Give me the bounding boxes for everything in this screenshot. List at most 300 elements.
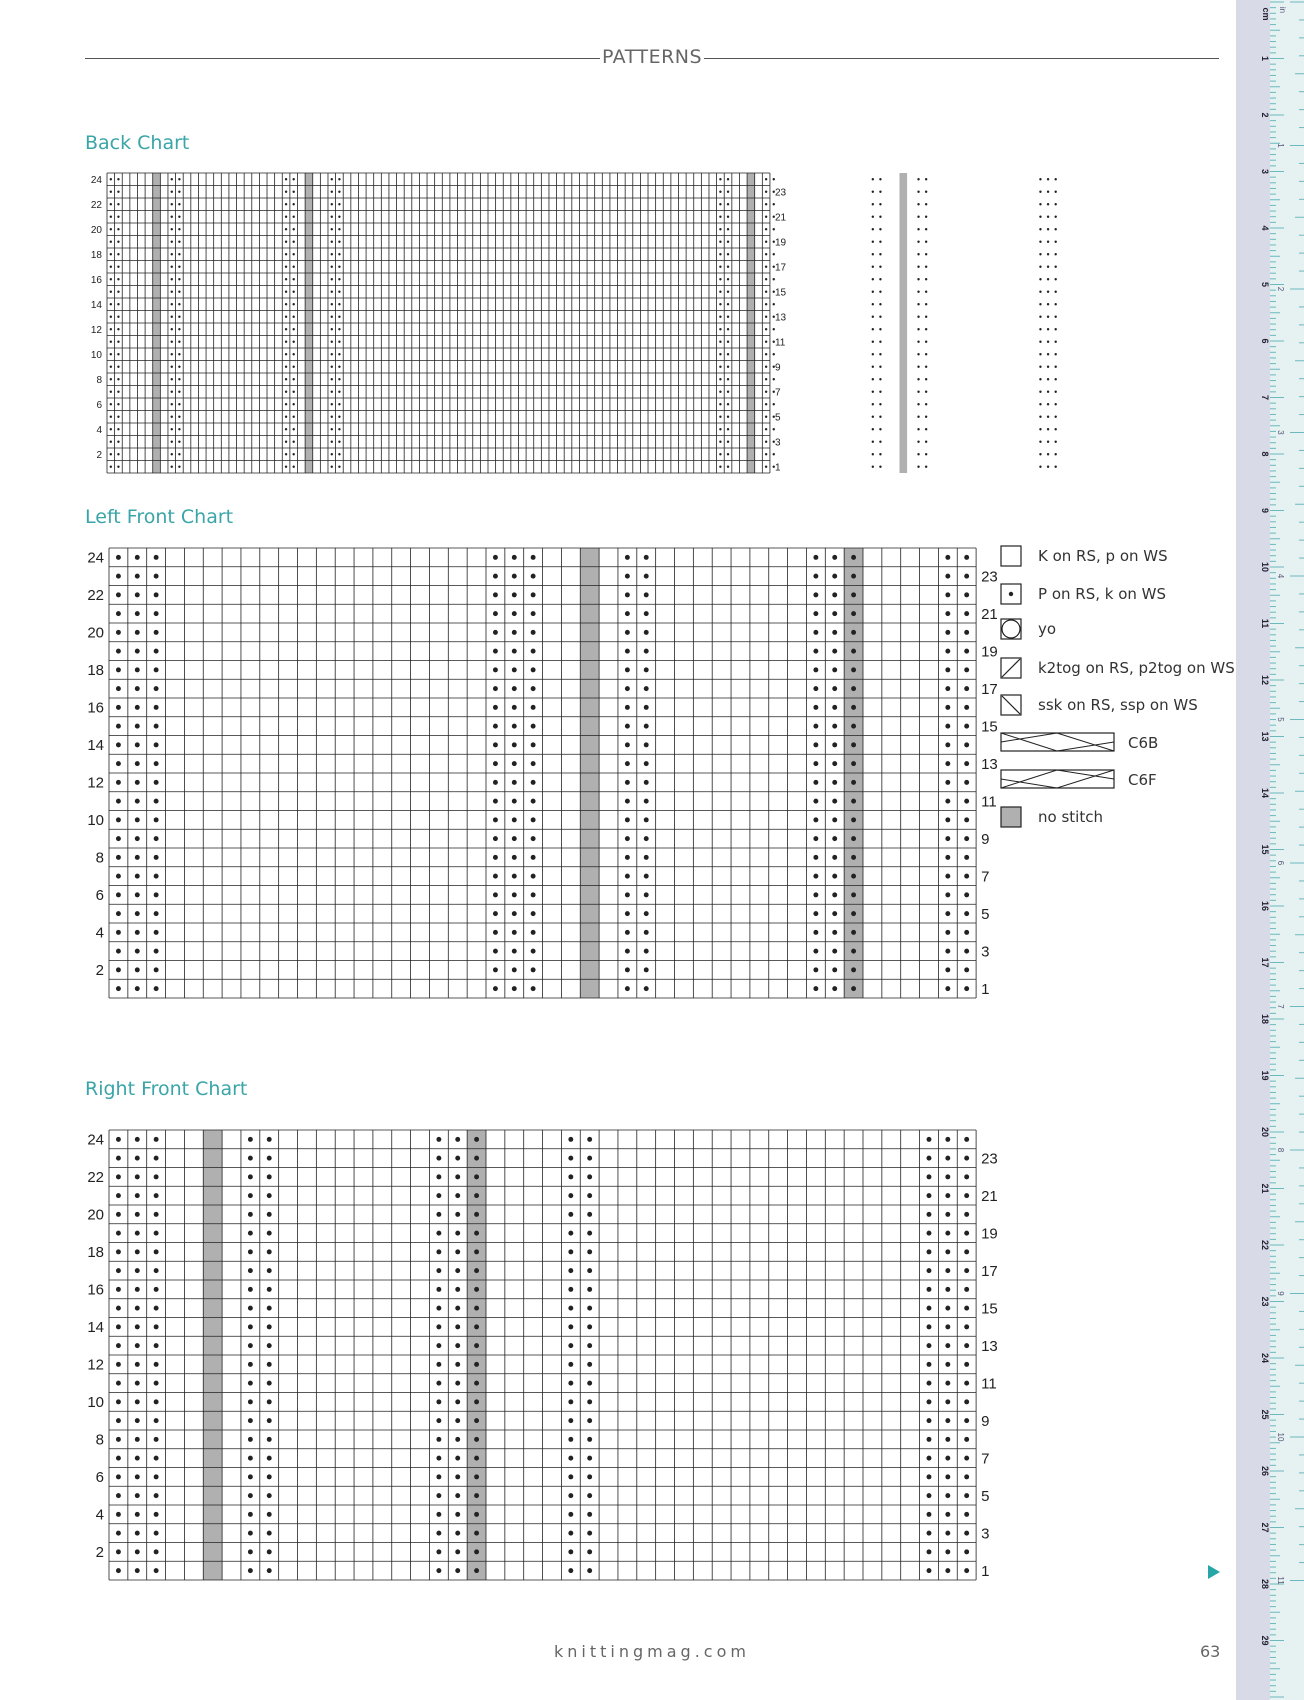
purl-dot <box>1039 328 1041 330</box>
purl-dot <box>116 1456 121 1461</box>
purl-dot <box>436 1156 441 1161</box>
row-number: 6 <box>95 1469 104 1487</box>
legend-label-c6f: C6F <box>1128 771 1157 789</box>
legend-item-c6f <box>1000 769 1240 797</box>
purl-dot <box>1047 328 1049 330</box>
yo-symbol-icon <box>1000 618 1022 640</box>
row-number: 23 <box>774 187 787 199</box>
purl-dot <box>1039 316 1041 318</box>
purl-dot <box>587 1512 592 1517</box>
purl-dot <box>1054 428 1056 430</box>
row-number: 15 <box>774 287 787 299</box>
ruler-inch-number: 7 <box>1276 1004 1285 1009</box>
purl-dot <box>1047 391 1049 393</box>
purl-dot <box>568 1174 573 1179</box>
row-number: 5 <box>981 905 990 923</box>
purl-dot <box>945 1437 950 1442</box>
purl-dot <box>267 1268 272 1273</box>
ruler-cm-number: 23 <box>1260 1296 1270 1307</box>
purl-dot <box>267 1324 272 1329</box>
purl-dot <box>267 1249 272 1254</box>
purl-dot <box>436 1474 441 1479</box>
purl-dot <box>116 1306 121 1311</box>
purl-dot <box>455 1474 460 1479</box>
purl-dot <box>474 1362 479 1367</box>
purl-dot <box>587 1549 592 1554</box>
purl-dot <box>154 1306 159 1311</box>
ruler-cm-number: 10 <box>1260 561 1270 573</box>
purl-dot <box>267 1306 272 1311</box>
purl-dot <box>135 1212 140 1217</box>
ruler-cm-number: 15 <box>1260 844 1270 855</box>
purl-dot <box>248 1324 253 1329</box>
purl-dot <box>927 1212 932 1217</box>
purl-dot <box>116 1156 121 1161</box>
purl-dot <box>248 1549 253 1554</box>
purl-dot <box>248 1212 253 1217</box>
purl-dot <box>116 1531 121 1536</box>
purl-dot <box>248 1437 253 1442</box>
purl-dot <box>568 1287 573 1292</box>
purl-dot <box>1054 366 1056 368</box>
ruler-cm-number: 29 <box>1260 1635 1270 1646</box>
ruler-cm-number: 25 <box>1260 1409 1270 1420</box>
purl-dot <box>154 1137 159 1142</box>
purl-dot <box>1039 203 1041 205</box>
purl-dot <box>568 1156 573 1161</box>
row-number: 20 <box>90 224 102 236</box>
row-number: 12 <box>90 324 102 336</box>
purl-dot <box>267 1437 272 1442</box>
purl-dot <box>1054 466 1056 468</box>
purl-dot <box>154 1549 159 1554</box>
ruler-cm-number: 14 <box>1260 787 1270 799</box>
purl-dot <box>267 1512 272 1517</box>
row-number: 5 <box>981 1487 990 1505</box>
purl-dot <box>587 1174 592 1179</box>
row-number: 16 <box>90 274 102 286</box>
purl-dot <box>267 1549 272 1554</box>
purl-dot <box>927 1362 932 1367</box>
purl-dot <box>945 1399 950 1404</box>
purl-dot <box>964 1174 969 1179</box>
ruler-cm-number: 7 <box>1260 394 1270 401</box>
purl-dot <box>945 1474 950 1479</box>
purl-dot <box>248 1193 253 1198</box>
purl-dot <box>1039 403 1041 405</box>
purl-dot <box>248 1493 253 1498</box>
purl-dot <box>1054 441 1056 443</box>
purl-dot <box>587 1568 592 1573</box>
ruler-cm-number: 13 <box>1260 731 1270 742</box>
purl-dot <box>568 1381 573 1386</box>
row-number: 17 <box>981 1262 998 1280</box>
row-number: 24 <box>87 549 104 567</box>
purl-dot <box>568 1324 573 1329</box>
purl-dot <box>267 1212 272 1217</box>
purl-dot <box>1039 303 1041 305</box>
purl-dot <box>1047 466 1049 468</box>
chart-grid <box>109 1130 976 1580</box>
ssk-symbol-icon <box>1000 694 1022 716</box>
purl-dot <box>267 1231 272 1236</box>
purl-dot <box>474 1324 479 1329</box>
purl-dot <box>1047 203 1049 205</box>
ruler-inch-number: 3 <box>1276 430 1285 435</box>
purl-dot <box>945 1231 950 1236</box>
purl-dot <box>587 1493 592 1498</box>
purl-dot <box>587 1231 592 1236</box>
row-number: 18 <box>90 249 102 261</box>
k2tog-symbol-icon <box>1000 657 1022 679</box>
purl-dot <box>927 1418 932 1423</box>
purl-dot <box>135 1381 140 1386</box>
purl-dot <box>1039 341 1041 343</box>
purl-dot <box>436 1174 441 1179</box>
purl-dot <box>568 1437 573 1442</box>
purl-dot <box>116 1437 121 1442</box>
right-front-chart-title: Right Front Chart <box>85 1078 248 1100</box>
purl-dot <box>248 1418 253 1423</box>
purl-dot <box>267 1174 272 1179</box>
legend-label-purl: P on RS, k on WS <box>1038 585 1167 603</box>
row-number: 9 <box>981 1412 990 1430</box>
row-number: 4 <box>96 424 102 436</box>
ruler-cm-number: 17 <box>1260 957 1270 968</box>
purl-dot <box>945 1174 950 1179</box>
purl-dot <box>568 1549 573 1554</box>
purl-dot <box>436 1381 441 1386</box>
purl-dot <box>945 1287 950 1292</box>
purl-dot <box>587 1249 592 1254</box>
purl-dot <box>1047 428 1049 430</box>
row-number: 22 <box>87 1169 104 1187</box>
purl-dot <box>135 1193 140 1198</box>
purl-dot <box>587 1437 592 1442</box>
purl-dot <box>248 1137 253 1142</box>
purl-dot <box>154 1512 159 1517</box>
row-number: 13 <box>981 755 998 773</box>
purl-dot <box>1047 216 1049 218</box>
purl-dot <box>248 1362 253 1367</box>
measuring-ruler <box>1236 0 1304 1700</box>
next-page-arrow-icon[interactable] <box>1208 1565 1220 1579</box>
row-number: 13 <box>774 312 787 324</box>
purl-dot <box>154 1568 159 1573</box>
purl-dot <box>927 1512 932 1517</box>
purl-dot <box>455 1174 460 1179</box>
row-number: 11 <box>981 793 997 811</box>
purl-dot <box>135 1512 140 1517</box>
purl-dot <box>436 1493 441 1498</box>
purl-dot <box>474 1474 479 1479</box>
purl-dot <box>154 1437 159 1442</box>
purl-dot <box>455 1324 460 1329</box>
row-number: 11 <box>981 1375 997 1393</box>
row-number: 21 <box>981 1187 998 1205</box>
purl-dot <box>927 1156 932 1161</box>
purl-dot <box>1039 366 1041 368</box>
purl-dot <box>1039 291 1041 293</box>
purl-dot <box>248 1399 253 1404</box>
row-number: 17 <box>774 262 787 274</box>
purl-dot <box>568 1531 573 1536</box>
purl-dot <box>474 1306 479 1311</box>
purl-dot <box>154 1193 159 1198</box>
purl-dot <box>116 1287 121 1292</box>
purl-dot <box>1047 266 1049 268</box>
row-number: 18 <box>87 662 104 680</box>
row-number: 15 <box>981 1300 998 1318</box>
section-header: PATTERNS <box>601 46 703 68</box>
row-number: 13 <box>981 1337 998 1355</box>
purl-dot <box>587 1399 592 1404</box>
purl-dot <box>927 1343 932 1348</box>
purl-dot <box>1039 266 1041 268</box>
purl-dot <box>568 1418 573 1423</box>
purl-dot <box>1054 253 1056 255</box>
purl-dot <box>116 1381 121 1386</box>
purl-dot <box>927 1174 932 1179</box>
purl-dot <box>1047 403 1049 405</box>
purl-dot <box>267 1156 272 1161</box>
purl-dot <box>135 1268 140 1273</box>
purl-dot <box>964 1437 969 1442</box>
purl-dot <box>436 1437 441 1442</box>
purl-dot <box>964 1193 969 1198</box>
purl-dot <box>587 1381 592 1386</box>
purl-dot <box>964 1456 969 1461</box>
purl-dot <box>436 1399 441 1404</box>
row-number: 11 <box>774 337 786 349</box>
purl-dot <box>568 1512 573 1517</box>
purl-dot <box>135 1549 140 1554</box>
purl-dot <box>436 1306 441 1311</box>
row-number: 9 <box>774 362 781 374</box>
ruler-unit-cm: cm <box>1261 7 1271 21</box>
purl-dot <box>474 1531 479 1536</box>
purl-dot <box>1047 303 1049 305</box>
purl-dot <box>267 1531 272 1536</box>
purl-dot <box>154 1474 159 1479</box>
purl-dot <box>474 1437 479 1442</box>
purl-dot <box>927 1137 932 1142</box>
purl-dot <box>927 1493 932 1498</box>
purl-dot <box>927 1456 932 1461</box>
purl-dot <box>1047 453 1049 455</box>
purl-dot <box>116 1512 121 1517</box>
purl-dot <box>436 1343 441 1348</box>
ruler-unit-in: in <box>1278 6 1287 14</box>
purl-dot <box>1047 366 1049 368</box>
purl-dot <box>1047 416 1049 418</box>
purl-dot <box>474 1193 479 1198</box>
purl-dot <box>945 1324 950 1329</box>
purl-dot <box>474 1493 479 1498</box>
knit-symbol-icon <box>1000 545 1022 567</box>
row-number: 14 <box>90 299 102 311</box>
left-front-chart-title: Left Front Chart <box>85 506 234 528</box>
purl-dot <box>154 1324 159 1329</box>
purl-dot <box>1047 341 1049 343</box>
purl-dot <box>1047 291 1049 293</box>
purl-dot <box>1047 278 1049 280</box>
purl-dot <box>455 1343 460 1348</box>
purl-dot <box>927 1193 932 1198</box>
ruler-cm-number: 2 <box>1260 112 1270 118</box>
purl-dot <box>267 1381 272 1386</box>
purl-dot <box>587 1268 592 1273</box>
purl-dot <box>474 1343 479 1348</box>
purl-dot <box>267 1399 272 1404</box>
purl-dot <box>474 1418 479 1423</box>
purl-dot <box>945 1568 950 1573</box>
purl-dot <box>1047 316 1049 318</box>
purl-dot <box>568 1568 573 1573</box>
purl-dot <box>135 1474 140 1479</box>
purl-dot <box>1039 278 1041 280</box>
row-number: 24 <box>87 1131 104 1149</box>
row-number: 8 <box>95 1431 104 1449</box>
row-number: 3 <box>981 943 990 961</box>
purl-dot <box>135 1324 140 1329</box>
purl-dot <box>1054 216 1056 218</box>
purl-dot <box>267 1568 272 1573</box>
purl-dot <box>135 1249 140 1254</box>
ruler-inch-number: 11 <box>1276 1576 1285 1585</box>
purl-dot <box>927 1268 932 1273</box>
row-number: 22 <box>87 587 104 605</box>
purl-dot <box>248 1156 253 1161</box>
row-number: 20 <box>87 624 104 642</box>
purl-dot <box>945 1549 950 1554</box>
purl-dot <box>154 1156 159 1161</box>
purl-dot <box>568 1362 573 1367</box>
purl-dot <box>1047 353 1049 355</box>
ruler-inch-number: 5 <box>1276 717 1285 722</box>
legend-item-knit <box>1000 545 1240 573</box>
purl-dot <box>1054 341 1056 343</box>
ruler-inch-number: 10 <box>1276 1432 1285 1442</box>
purl-dot <box>116 1212 121 1217</box>
purl-dot <box>116 1493 121 1498</box>
purl-dot <box>568 1137 573 1142</box>
legend-item-k2tog <box>1000 657 1240 685</box>
purl-dot <box>568 1268 573 1273</box>
legend-item-c6b <box>1000 732 1240 760</box>
purl-dot <box>964 1512 969 1517</box>
purl-dot <box>964 1249 969 1254</box>
row-number: 19 <box>981 643 998 661</box>
purl-dot <box>455 1418 460 1423</box>
purl-dot <box>1039 453 1041 455</box>
purl-dot <box>248 1231 253 1236</box>
row-number: 15 <box>981 718 998 736</box>
purl-dot <box>116 1231 121 1236</box>
ruler-cm-number: 20 <box>1260 1126 1270 1138</box>
row-number: 3 <box>774 437 781 449</box>
ruler-cm-number: 6 <box>1260 338 1270 344</box>
purl-dot <box>154 1456 159 1461</box>
row-number: 2 <box>95 962 104 980</box>
c6f-symbol-icon <box>1000 769 1116 789</box>
row-number: 7 <box>981 868 990 886</box>
legend-label-yo: yo <box>1038 620 1057 638</box>
row-number: 3 <box>981 1525 990 1543</box>
purl-dot <box>436 1137 441 1142</box>
purl-dot <box>248 1531 253 1536</box>
purl-dot <box>1054 291 1056 293</box>
purl-dot <box>587 1418 592 1423</box>
ruler-inch-number: 4 <box>1276 573 1285 579</box>
purl-dot <box>116 1174 121 1179</box>
purl-dot <box>436 1268 441 1273</box>
purl-dot <box>116 1399 121 1404</box>
purl-dot <box>474 1381 479 1386</box>
purl-dot <box>436 1531 441 1536</box>
purl-dot <box>154 1287 159 1292</box>
legend-label-ssk: ssk on RS, ssp on WS <box>1038 696 1198 714</box>
legend-label-knit: K on RS, p on WS <box>1038 547 1168 565</box>
purl-dot <box>248 1456 253 1461</box>
purl-dot <box>927 1474 932 1479</box>
purl-dot <box>587 1324 592 1329</box>
purl-dot <box>568 1474 573 1479</box>
purl-dot <box>135 1343 140 1348</box>
purl-dot <box>1054 416 1056 418</box>
purl-dot <box>455 1137 460 1142</box>
row-number: 1 <box>774 462 781 474</box>
purl-dot <box>1039 466 1041 468</box>
purl-dot <box>455 1362 460 1367</box>
purl-dot <box>568 1249 573 1254</box>
row-number: 6 <box>95 887 104 905</box>
purl-dot <box>1047 253 1049 255</box>
purl-dot <box>154 1174 159 1179</box>
purl-dot <box>248 1474 253 1479</box>
ruler-cm-number: 21 <box>1260 1183 1270 1194</box>
purl-dot <box>455 1437 460 1442</box>
purl-dot <box>587 1474 592 1479</box>
purl-dot <box>135 1493 140 1498</box>
purl-dot <box>1039 216 1041 218</box>
purl-dot <box>436 1362 441 1367</box>
purl-dot <box>436 1324 441 1329</box>
ruler-cm-number: 3 <box>1260 168 1270 175</box>
purl-dot <box>1054 303 1056 305</box>
purl-dot <box>116 1418 121 1423</box>
purl-dot <box>1054 316 1056 318</box>
purl-dot <box>116 1249 121 1254</box>
purl-dot <box>267 1343 272 1348</box>
row-number: 17 <box>981 680 998 698</box>
purl-dot <box>568 1306 573 1311</box>
purl-dot <box>927 1324 932 1329</box>
purl-dot <box>587 1137 592 1142</box>
row-number: 12 <box>87 774 104 792</box>
ruler-cm-number: 26 <box>1260 1465 1270 1477</box>
purl-dot <box>436 1549 441 1554</box>
row-number: 19 <box>981 1225 998 1243</box>
purl-dot <box>135 1531 140 1536</box>
row-number: 10 <box>90 349 102 361</box>
purl-dot <box>154 1362 159 1367</box>
purl-dot <box>964 1418 969 1423</box>
purl-dot <box>964 1212 969 1217</box>
purl-dot <box>1054 328 1056 330</box>
back-chart-title: Back Chart <box>85 132 190 154</box>
purl-dot <box>455 1568 460 1573</box>
